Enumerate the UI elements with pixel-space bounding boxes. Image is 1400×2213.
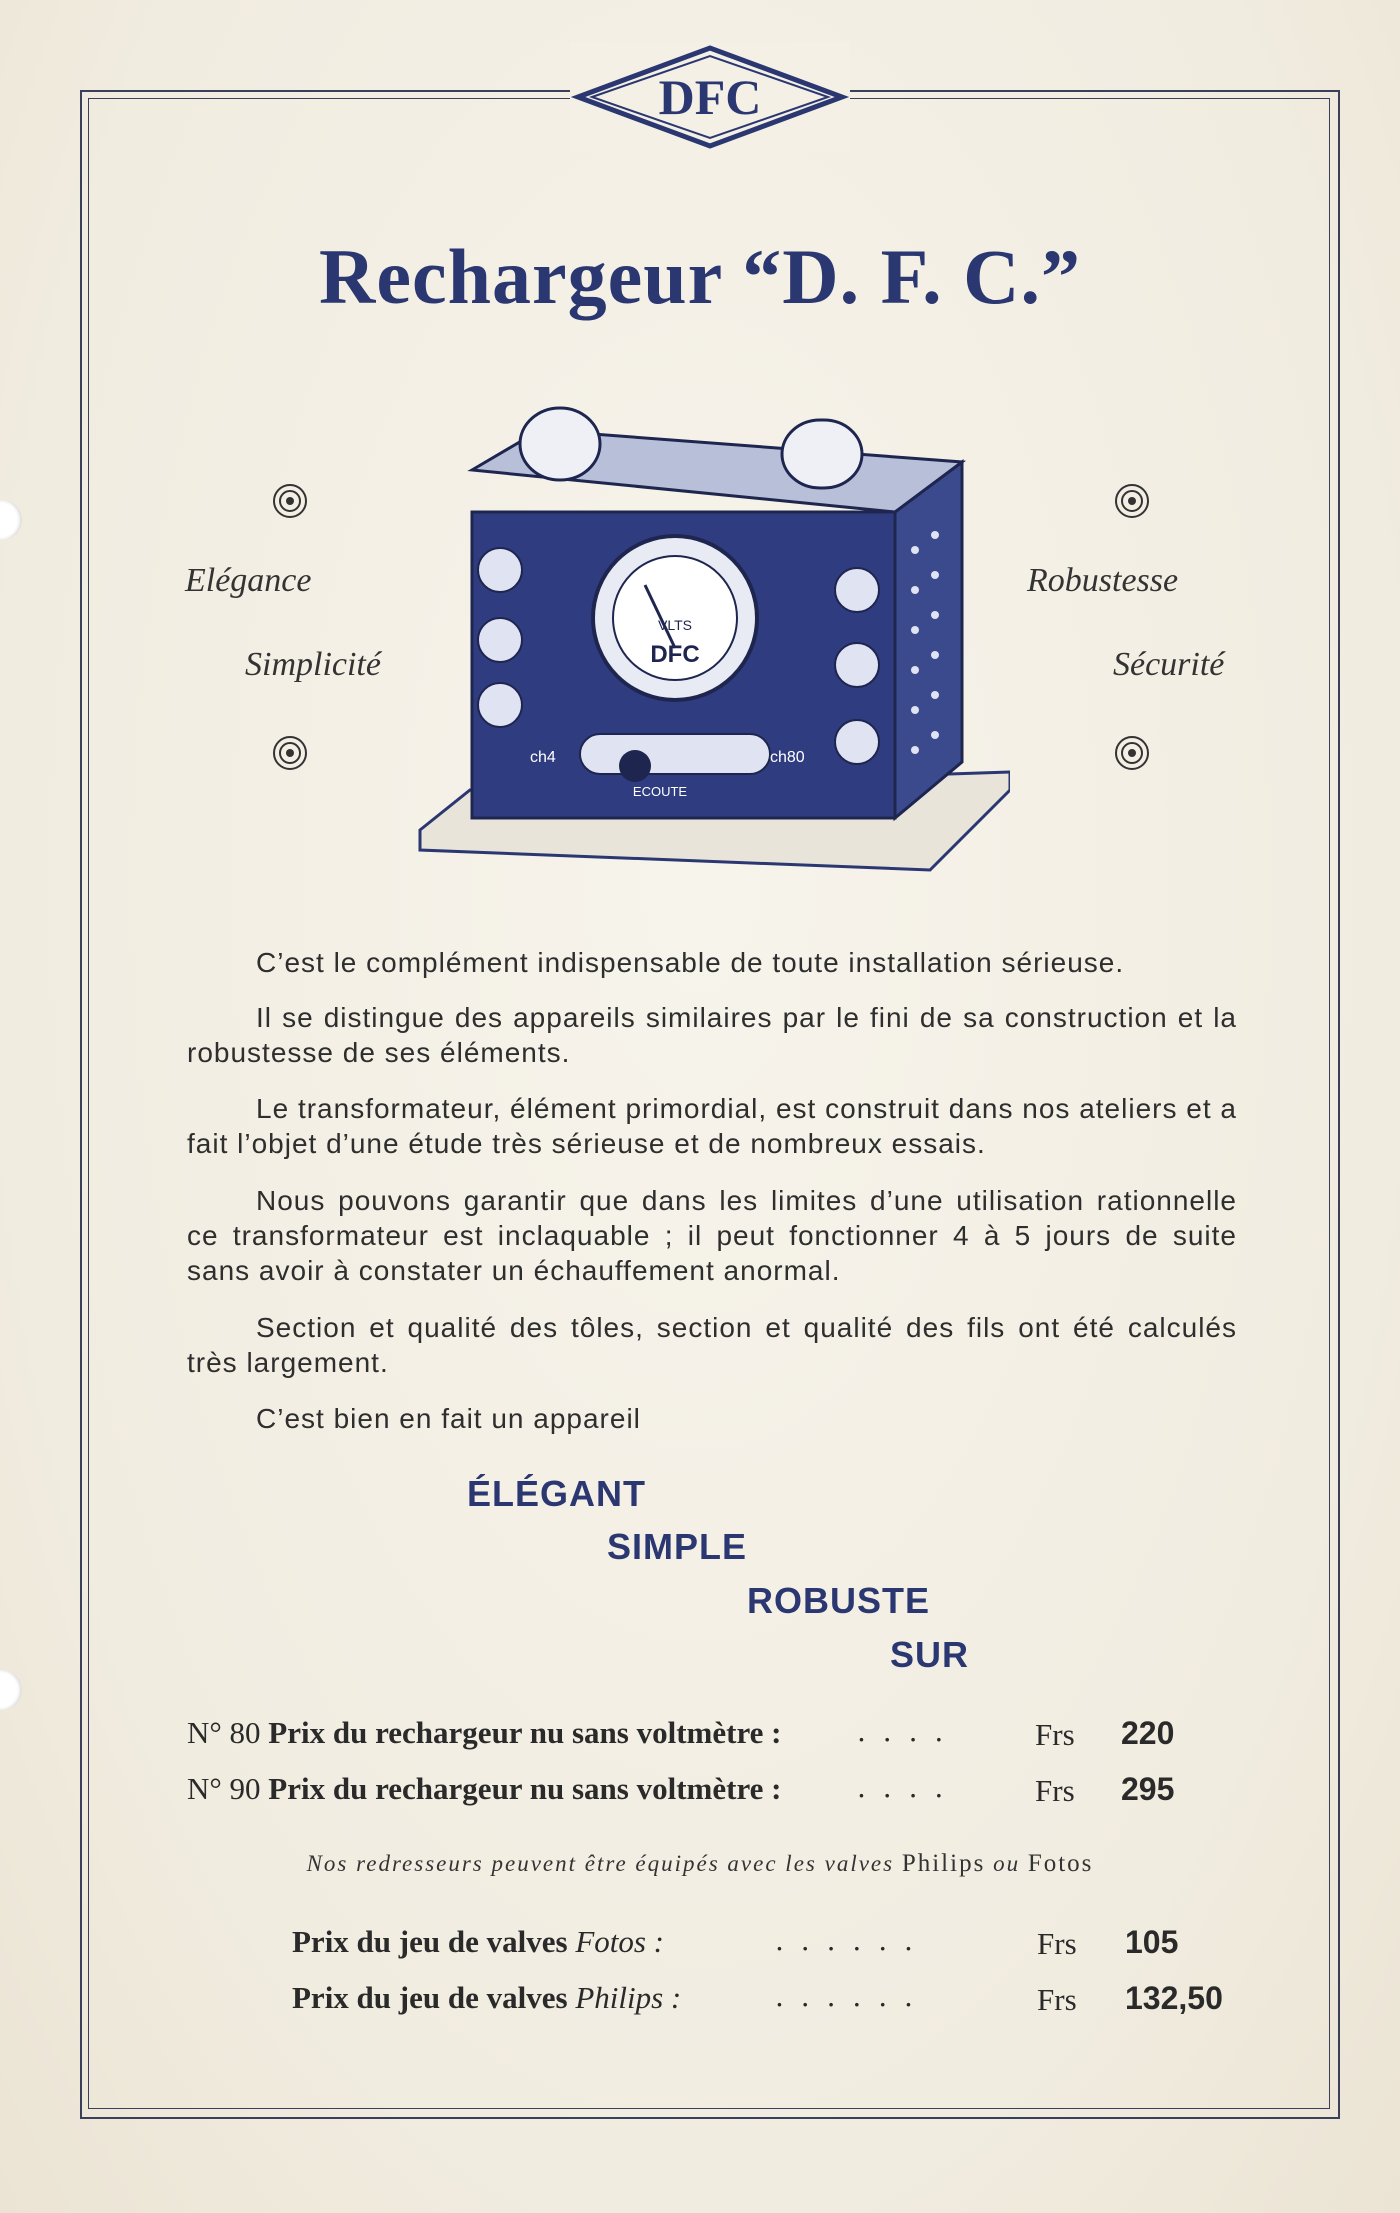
- logo-letters: DFC: [658, 69, 762, 125]
- dfc-logo-diamond: [570, 42, 850, 152]
- rose-ornament-icon: [1112, 481, 1152, 521]
- valve-dots: . . . . . .: [775, 1924, 917, 1957]
- charger-drawing: [410, 390, 1010, 880]
- rose-ornament-icon: [1112, 733, 1152, 773]
- price-currency: Frs: [1035, 1773, 1075, 1808]
- price-number: N° 90: [187, 1771, 261, 1806]
- valve-price-fotos: [292, 1924, 664, 1960]
- charger-illustration: [410, 390, 1010, 880]
- rose-ornament-icon: [270, 733, 310, 773]
- price-currency: Frs: [1035, 1717, 1075, 1752]
- word-securite: Sécurité: [1113, 646, 1225, 683]
- quality-robuste: ROBUSTE: [747, 1580, 931, 1621]
- paragraph-2: Il se distingue des appareils similaires par le fini de sa construction et la robustesse de ses éléments.: [187, 1002, 1237, 1068]
- valve-brand: Philips :: [575, 1980, 682, 2015]
- note-or: ou: [993, 1851, 1021, 1876]
- meter-dfc-text: DFC: [650, 641, 700, 668]
- price-amount: 295: [1121, 1771, 1175, 1807]
- valve-currency: Frs: [1037, 1982, 1077, 2017]
- word-robustesse: Robustesse: [1027, 562, 1179, 599]
- meter-volts-text: VLTS: [658, 617, 692, 633]
- valve-label: Prix du jeu de valves: [292, 1980, 568, 2015]
- paragraph-3: Le transformateur, élément primordial, est construit dans nos ateliers et a fait l’objet d’une étude très sérieuse et de nombreux essais.: [187, 1093, 1237, 1159]
- valve-price-philips: [292, 1980, 681, 2016]
- switch-left-label: ch4: [530, 749, 556, 766]
- price-amount: 220: [1121, 1715, 1175, 1751]
- quality-simple: SIMPLE: [607, 1526, 748, 1567]
- price-dots: . . . .: [857, 1771, 948, 1804]
- rose-ornament-icon: [270, 481, 310, 521]
- word-elegance: Elégance: [185, 562, 312, 599]
- quality-elegant: ÉLÉGANT: [467, 1473, 647, 1514]
- price-label: Prix du rechargeur nu sans voltmètre :: [268, 1715, 782, 1750]
- valve-currency: Frs: [1037, 1926, 1077, 1961]
- switch-right-label: ch80: [770, 749, 805, 766]
- valves-note: [0, 1850, 1400, 1878]
- price-row-80: [187, 1715, 781, 1751]
- note-brand-philips: Philips: [901, 1850, 986, 1877]
- dfc-logo: [570, 42, 850, 152]
- valve-amount: 105: [1125, 1924, 1179, 1960]
- valve-brand: Fotos :: [575, 1924, 664, 1959]
- quality-sur: SUR: [890, 1634, 970, 1675]
- valve-amount: 132,50: [1125, 1980, 1223, 2016]
- switch-bottom-label: ECOUTE: [632, 784, 688, 799]
- note-brand-fotos: Fotos: [1027, 1850, 1094, 1877]
- word-simplicite: Simplicité: [245, 646, 381, 683]
- price-number: N° 80: [187, 1715, 261, 1750]
- price-row-90: [187, 1771, 781, 1807]
- paragraph-5: Section et qualité des tôles, section et qualité des fils ont été calculés très largement.: [187, 1312, 1237, 1378]
- price-label: Prix du rechargeur nu sans voltmètre :: [268, 1771, 782, 1806]
- page-title: Rechargeur “D. F. C.”: [319, 233, 1081, 320]
- paragraph-6: C’est bien en fait un appareil: [256, 1403, 641, 1434]
- price-dots: . . . .: [857, 1715, 948, 1748]
- valve-dots: . . . . . .: [775, 1980, 917, 2013]
- paragraph-4: Nous pouvons garantir que dans les limites d’une utilisation rationnelle ce transformateur est inclaquable ; il peut fonctionner 4 à 5 jours de suite sans avoir à constater un échauffement anormal.: [187, 1185, 1237, 1286]
- paragraph-1: C’est le complément indispensable de toute installation sérieuse.: [256, 947, 1125, 978]
- note-text: Nos redresseurs peuvent être équipés avec les valves: [306, 1851, 895, 1876]
- valve-label: Prix du jeu de valves: [292, 1924, 568, 1959]
